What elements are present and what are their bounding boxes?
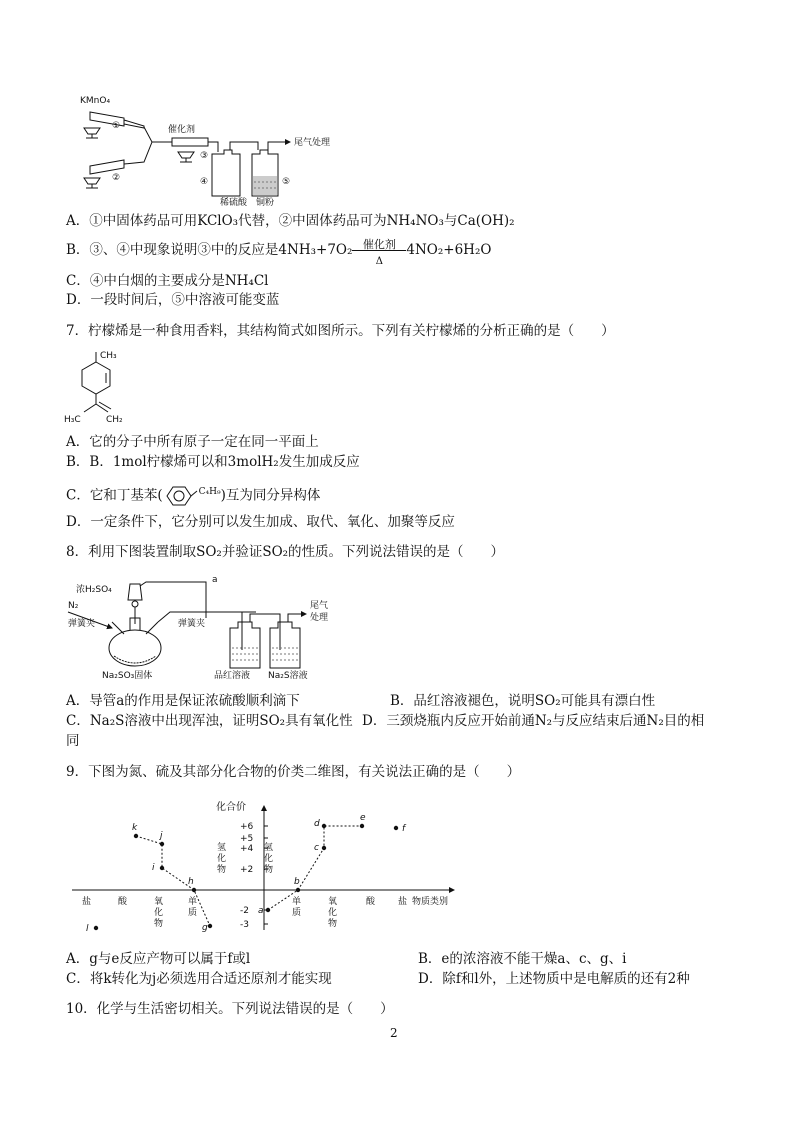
point-label-d: d [314, 819, 320, 829]
q7-option-c-post: )互为同分异构体 [220, 487, 321, 504]
q8-stem: 8．利用下图装置制取SO₂并验证SO₂的性质。下列说法错误的是（ ） [66, 544, 505, 560]
q10-stem: 10．化学与生活密切相关。下列说法错误的是（ ） [66, 1001, 394, 1017]
point-i [160, 866, 164, 870]
tube-a-label: a [212, 575, 218, 585]
hydride-left-1: 氢 [217, 843, 227, 853]
point-l [94, 926, 98, 930]
q8-option-d-cont: 同 [66, 733, 80, 749]
category-label-7: 盐 [398, 897, 408, 907]
q6-option-b-pre: B．③、④中现象说明③中的反应是4NH₃+7O₂ [66, 242, 353, 258]
point-label-i: i [152, 863, 155, 873]
y-tick-1: +5 [240, 834, 254, 844]
hydride-right-3: 物 [264, 865, 274, 875]
point-label-h: h [188, 877, 194, 887]
catalyst-label: 催化剂 [168, 125, 196, 135]
q7-option-a: A．它的分子中所有原子一定在同一平面上 [66, 434, 319, 450]
point-b [296, 888, 300, 892]
q6-option-d: D．一段时间后，⑤中溶液可能变蓝 [66, 292, 280, 308]
category-label-2: 氧 [154, 897, 164, 907]
category-label-5: 物 [328, 919, 338, 929]
q9-option-d: D．除f和l外，上述物质中是电解质的还有2种 [418, 971, 690, 987]
point-label-f: f [402, 824, 406, 834]
point-label-j: j [160, 831, 163, 841]
y-tick-2: +4 [240, 844, 254, 854]
y-tick-5: -3 [240, 920, 249, 930]
category-label-3: 质 [188, 908, 198, 918]
q7-option-d: D．一定条件下，它分别可以发生加成、取代、氧化、加聚等反应 [66, 514, 455, 530]
c4h9-label: C₄H₉ [198, 487, 221, 497]
q7-option-c-pre: C．它和丁基苯( [66, 487, 163, 504]
q6-option-c: C．④中白烟的主要成分是NH₄Cl [66, 273, 269, 289]
circle-2: ② [112, 173, 121, 183]
circle-4: ④ [200, 177, 209, 187]
q7-option-b: B．B．1mol柠檬烯可以和3molH₂发生加成反应 [66, 454, 360, 470]
reaction-condition-arrow [352, 238, 406, 267]
q9-option-a: A．g与e反应产物可以属于f或l [66, 951, 251, 967]
category-label-4: 质 [292, 908, 302, 918]
h2so4-label: 浓H₂SO₄ [76, 585, 112, 595]
kmno4-label: KMnO₄ [80, 96, 111, 106]
q7-option-c [66, 483, 320, 507]
point-label-c: c [314, 843, 319, 853]
point-k [134, 834, 138, 838]
q8-apparatus-figure [66, 570, 366, 686]
hydride-right-2: 化 [264, 854, 274, 864]
point-a [266, 908, 270, 912]
point-e [360, 824, 364, 828]
q8-option-b: B．品红溶液褪色，说明SO₂可能具有漂白性 [390, 693, 656, 709]
circle-3: ③ [200, 151, 209, 161]
category-label-0: 盐 [82, 897, 92, 907]
q8-option-d: D．三颈烧瓶内反应开始前通N₂与反应结束后通N₂目的相 [362, 713, 705, 729]
y-axis-label: 化合价 [216, 802, 246, 813]
pinhong-label: 品红溶液 [214, 671, 251, 681]
point-label-a: a [258, 906, 264, 916]
h3c-label: H₃C [64, 415, 81, 425]
clip1-label: 弹簧夹 [68, 619, 96, 629]
category-label-1: 酸 [118, 897, 128, 907]
hydride-right-1: 氢 [264, 843, 274, 853]
point-d [322, 824, 326, 828]
point-label-l: l [86, 924, 89, 934]
point-label-b: b [294, 877, 300, 887]
category-label-2: 物 [154, 919, 164, 929]
copper-label: 铜粉 [256, 198, 275, 208]
na2so3-label: Na₂SO₃固体 [102, 671, 153, 681]
point-c [322, 846, 326, 850]
clip2-label: 弹簧夹 [178, 619, 206, 629]
hydride-left-3: 物 [217, 865, 227, 875]
point-label-g: g [202, 923, 208, 933]
page-number: 2 [390, 1026, 398, 1040]
category-label-6: 酸 [366, 897, 376, 907]
na2s-label: Na₂S溶液 [268, 671, 308, 681]
hydride-left-2: 化 [217, 854, 227, 864]
y-tick-4: -2 [240, 906, 249, 916]
q6-apparatus-figure [72, 92, 372, 208]
ch3-label: CH₃ [100, 351, 117, 361]
point-label-k: k [132, 823, 138, 833]
category-label-3: 单 [188, 897, 198, 907]
q8-option-c: C．Na₂S溶液中出现浑浊，证明SO₂具有氧化性 [66, 713, 353, 729]
tail-label-2: 处理 [310, 613, 329, 623]
category-label-5: 氧 [328, 897, 338, 907]
limonene-structure [62, 346, 152, 430]
acid-label: 稀硫酸 [220, 198, 248, 208]
condition-catalyst: 催化剂 [362, 238, 396, 251]
q6-option-a: A．①中固体药品可用KClO₃代替，②中固体药品可为NH₄NO₃与Ca(OH)₂ [66, 213, 515, 229]
point-g [208, 924, 212, 928]
point-label-e: e [360, 813, 366, 823]
q6-option-b [66, 238, 492, 267]
circle-1: ① [112, 121, 121, 131]
valence-class-diagram [66, 798, 466, 938]
q7-stem: 7．柠檬烯是一种食用香料，其结构简式如图所示。下列有关柠檬烯的分析正确的是（ ） [66, 323, 615, 339]
q9-stem: 9．下图为氮、硫及其部分化合物的价类二维图，有关说法正确的是（ ） [66, 764, 521, 780]
y-tick-3: +2 [240, 865, 254, 875]
category-label-4: 单 [292, 897, 302, 907]
point-f [394, 826, 398, 830]
x-axis-label: 物质类别 [412, 897, 449, 907]
point-j [160, 842, 164, 846]
q9-option-c: C．将k转化为j必须选用合适还原剂才能实现 [66, 971, 332, 987]
category-label-2: 化 [154, 908, 164, 918]
q8-option-a: A．导管a的作用是保证浓硫酸顺利滴下 [66, 693, 300, 709]
circle-5: ⑤ [282, 177, 291, 187]
tail-label-1: 尾气 [310, 601, 329, 611]
y-tick-0: +6 [240, 822, 254, 832]
tail-gas-label: 尾气处理 [294, 138, 331, 148]
n2-label: N₂ [68, 601, 79, 611]
category-label-5: 化 [328, 908, 338, 918]
point-h [192, 888, 196, 892]
q9-option-b: B．e的浓溶液不能干燥a、c、g、i [418, 951, 627, 967]
ch2-label: CH₂ [106, 415, 123, 425]
q6-option-b-post: 4NO₂+6H₂O [406, 242, 492, 258]
condition-heat: Δ [375, 256, 383, 267]
